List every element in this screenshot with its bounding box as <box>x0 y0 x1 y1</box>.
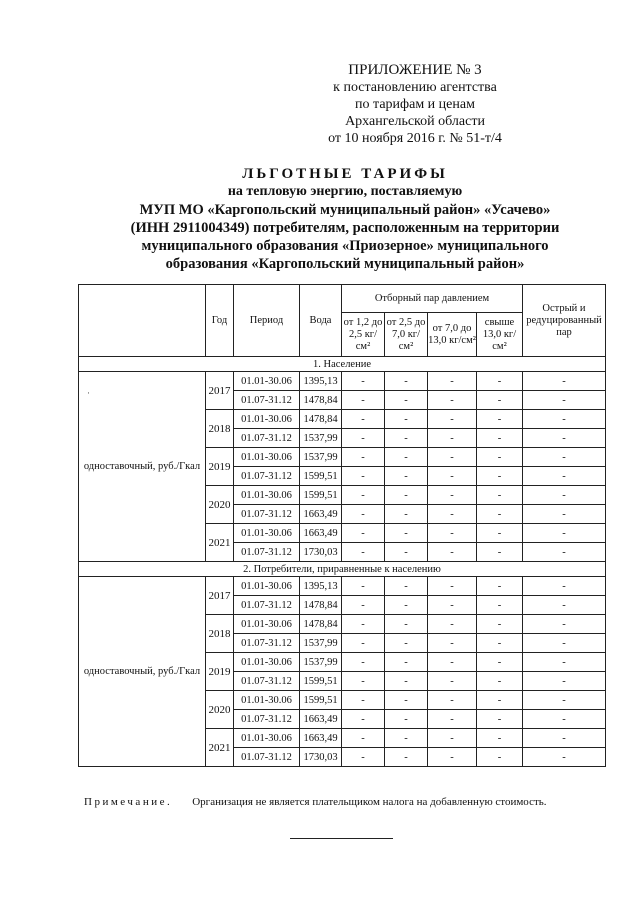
empty-tariff-cell: - <box>477 748 523 767</box>
period-cell: 01.01-30.06 <box>234 577 300 596</box>
empty-tariff-cell: - <box>428 410 477 429</box>
empty-tariff-cell: - <box>342 448 385 467</box>
empty-tariff-cell: - <box>477 429 523 448</box>
empty-tariff-cell: - <box>523 710 606 729</box>
empty-tariff-cell: - <box>523 691 606 710</box>
footnote-label: Примечание. <box>84 796 173 808</box>
empty-tariff-cell: - <box>342 524 385 543</box>
tariff-table <box>78 284 606 767</box>
water-tariff-cell: 1599,51 <box>300 672 342 691</box>
water-tariff-cell: 1395,13 <box>300 577 342 596</box>
footnote <box>84 796 547 808</box>
empty-tariff-cell: - <box>428 596 477 615</box>
empty-tariff-cell: - <box>428 615 477 634</box>
empty-tariff-cell: - <box>342 634 385 653</box>
empty-tariff-cell: - <box>523 748 606 767</box>
header-pressure-3: от 7,0 до 13,0 кг/см² <box>428 313 477 357</box>
empty-tariff-cell: - <box>428 543 477 562</box>
empty-tariff-cell: - <box>477 486 523 505</box>
empty-tariff-cell: - <box>385 467 428 486</box>
empty-tariff-cell: - <box>385 748 428 767</box>
year-cell: 2018 <box>206 615 234 653</box>
period-cell: 01.07-31.12 <box>234 710 300 729</box>
empty-tariff-cell: - <box>385 615 428 634</box>
title-heading: ЛЬГОТНЫЕ ТАРИФЫ <box>242 166 448 182</box>
appendix-line: по тарифам и ценам <box>355 97 475 112</box>
title-line: муниципального образования «Приозерное» муниципального <box>141 238 549 254</box>
header-pressure-2: от 2,5 до 7,0 кг/см² <box>385 313 428 357</box>
table-row <box>79 372 606 391</box>
year-cell: 2017 <box>206 372 234 410</box>
appendix-line: от 10 ноября 2016 г. № 51-т/4 <box>328 131 502 146</box>
empty-tariff-cell: - <box>385 543 428 562</box>
consumer-type: одноставочный, руб./Гкал <box>79 372 206 562</box>
empty-tariff-cell: - <box>342 748 385 767</box>
year-cell: 2018 <box>206 410 234 448</box>
empty-tariff-cell: - <box>385 410 428 429</box>
empty-tariff-cell: - <box>385 391 428 410</box>
appendix-header <box>300 62 530 147</box>
water-tariff-cell: 1599,51 <box>300 691 342 710</box>
empty-tariff-cell: - <box>342 596 385 615</box>
period-cell: 01.07-31.12 <box>234 596 300 615</box>
appendix-line: Архангельской области <box>345 114 485 129</box>
empty-tariff-cell: - <box>428 729 477 748</box>
empty-tariff-cell: - <box>385 634 428 653</box>
empty-tariff-cell: - <box>385 448 428 467</box>
year-cell: 2021 <box>206 524 234 562</box>
empty-tariff-cell: - <box>385 577 428 596</box>
empty-tariff-cell: - <box>477 524 523 543</box>
empty-tariff-cell: - <box>477 653 523 672</box>
section-title: 1. Население <box>79 357 606 372</box>
empty-tariff-cell: - <box>428 448 477 467</box>
empty-tariff-cell: - <box>477 729 523 748</box>
empty-tariff-cell: - <box>523 448 606 467</box>
empty-tariff-cell: - <box>385 653 428 672</box>
empty-tariff-cell: - <box>342 391 385 410</box>
empty-tariff-cell: - <box>385 524 428 543</box>
period-cell: 01.07-31.12 <box>234 429 300 448</box>
empty-tariff-cell: - <box>385 486 428 505</box>
period-cell: 01.07-31.12 <box>234 467 300 486</box>
empty-tariff-cell: - <box>523 372 606 391</box>
empty-tariff-cell: - <box>477 543 523 562</box>
table-row <box>79 577 606 596</box>
empty-tariff-cell: - <box>428 653 477 672</box>
period-cell: 01.01-30.06 <box>234 729 300 748</box>
empty-tariff-cell: - <box>523 615 606 634</box>
empty-tariff-cell: - <box>477 391 523 410</box>
document-title <box>60 165 630 273</box>
header-steam: Отборный пар давлением <box>342 285 523 313</box>
empty-tariff-cell: - <box>342 653 385 672</box>
empty-tariff-cell: - <box>477 615 523 634</box>
empty-tariff-cell: - <box>523 729 606 748</box>
empty-tariff-cell: - <box>428 429 477 448</box>
scan-mark: · <box>87 388 90 398</box>
empty-tariff-cell: - <box>523 596 606 615</box>
empty-tariff-cell: - <box>428 710 477 729</box>
water-tariff-cell: 1663,49 <box>300 729 342 748</box>
water-tariff-cell: 1537,99 <box>300 634 342 653</box>
empty-tariff-cell: - <box>477 410 523 429</box>
empty-tariff-cell: - <box>342 672 385 691</box>
water-tariff-cell: 1537,99 <box>300 448 342 467</box>
empty-tariff-cell: - <box>523 429 606 448</box>
empty-tariff-cell: - <box>385 372 428 391</box>
empty-tariff-cell: - <box>523 653 606 672</box>
year-cell: 2020 <box>206 691 234 729</box>
year-cell: 2021 <box>206 729 234 767</box>
period-cell: 01.07-31.12 <box>234 748 300 767</box>
period-cell: 01.01-30.06 <box>234 372 300 391</box>
empty-tariff-cell: - <box>385 710 428 729</box>
header-water: Вода <box>300 285 342 357</box>
empty-tariff-cell: - <box>477 596 523 615</box>
header-period: Период <box>234 285 300 357</box>
empty-tariff-cell: - <box>428 577 477 596</box>
empty-tariff-cell: - <box>477 672 523 691</box>
empty-tariff-cell: - <box>428 672 477 691</box>
section-row <box>79 357 606 372</box>
water-tariff-cell: 1537,99 <box>300 429 342 448</box>
empty-tariff-cell: - <box>342 505 385 524</box>
title-line: МУП МО «Каргопольский муниципальный район» «Усачево» <box>139 202 551 218</box>
title-line: (ИНН 2911004349) потребителям, расположенным на территории <box>130 220 560 236</box>
water-tariff-cell: 1395,13 <box>300 372 342 391</box>
empty-tariff-cell: - <box>342 372 385 391</box>
empty-tariff-cell: - <box>385 672 428 691</box>
empty-tariff-cell: - <box>477 372 523 391</box>
period-cell: 01.01-30.06 <box>234 524 300 543</box>
empty-tariff-cell: - <box>342 429 385 448</box>
empty-tariff-cell: - <box>342 410 385 429</box>
title-line: на тепловую энергию, поставляемую <box>227 184 463 199</box>
empty-tariff-cell: - <box>428 691 477 710</box>
appendix-line: к постановлению агентства <box>333 80 497 95</box>
empty-tariff-cell: - <box>477 634 523 653</box>
water-tariff-cell: 1599,51 <box>300 467 342 486</box>
water-tariff-cell: 1478,84 <box>300 391 342 410</box>
empty-tariff-cell: - <box>342 729 385 748</box>
empty-tariff-cell: - <box>428 372 477 391</box>
year-cell: 2017 <box>206 577 234 615</box>
empty-tariff-cell: - <box>342 577 385 596</box>
empty-tariff-cell: - <box>428 634 477 653</box>
empty-tariff-cell: - <box>477 577 523 596</box>
water-tariff-cell: 1537,99 <box>300 653 342 672</box>
empty-tariff-cell: - <box>477 710 523 729</box>
empty-tariff-cell: - <box>342 615 385 634</box>
empty-tariff-cell: - <box>523 672 606 691</box>
empty-tariff-cell: - <box>342 691 385 710</box>
year-cell: 2020 <box>206 486 234 524</box>
water-tariff-cell: 1730,03 <box>300 543 342 562</box>
empty-tariff-cell: - <box>428 748 477 767</box>
empty-tariff-cell: - <box>428 486 477 505</box>
title-line: образования «Каргопольский муниципальный район» <box>165 256 525 272</box>
empty-tariff-cell: - <box>523 410 606 429</box>
empty-tariff-cell: - <box>385 505 428 524</box>
empty-tariff-cell: - <box>385 429 428 448</box>
empty-tariff-cell: - <box>523 486 606 505</box>
period-cell: 01.07-31.12 <box>234 505 300 524</box>
empty-tariff-cell: - <box>428 467 477 486</box>
empty-tariff-cell: - <box>385 691 428 710</box>
year-cell: 2019 <box>206 653 234 691</box>
footnote-text: Организация не является плательщиком налога на добавленную стоимость. <box>192 796 547 808</box>
tariff-table-body <box>79 357 606 767</box>
empty-tariff-cell: - <box>523 467 606 486</box>
header-year: Год <box>206 285 234 357</box>
water-tariff-cell: 1663,49 <box>300 505 342 524</box>
signature-line <box>290 838 393 839</box>
period-cell: 01.01-30.06 <box>234 448 300 467</box>
empty-tariff-cell: - <box>342 486 385 505</box>
empty-tariff-cell: - <box>523 524 606 543</box>
empty-tariff-cell: - <box>523 505 606 524</box>
empty-tariff-cell: - <box>523 543 606 562</box>
header-sharp-steam: Острый и редуцированный пар <box>523 285 606 357</box>
section-row <box>79 562 606 577</box>
period-cell: 01.01-30.06 <box>234 615 300 634</box>
period-cell: 01.01-30.06 <box>234 691 300 710</box>
period-cell: 01.07-31.12 <box>234 634 300 653</box>
empty-tariff-cell: - <box>428 505 477 524</box>
empty-tariff-cell: - <box>385 596 428 615</box>
header-pressure-4: свыше 13,0 кг/см² <box>477 313 523 357</box>
period-cell: 01.01-30.06 <box>234 410 300 429</box>
water-tariff-cell: 1478,84 <box>300 596 342 615</box>
water-tariff-cell: 1599,51 <box>300 486 342 505</box>
empty-tariff-cell: - <box>477 505 523 524</box>
water-tariff-cell: 1663,49 <box>300 710 342 729</box>
water-tariff-cell: 1663,49 <box>300 524 342 543</box>
period-cell: 01.01-30.06 <box>234 653 300 672</box>
water-tariff-cell: 1478,84 <box>300 615 342 634</box>
empty-tariff-cell: - <box>477 691 523 710</box>
header-blank <box>79 285 206 357</box>
consumer-type: одноставочный, руб./Гкал <box>79 577 206 767</box>
header-pressure-1: от 1,2 до 2,5 кг/см² <box>342 313 385 357</box>
period-cell: 01.07-31.12 <box>234 543 300 562</box>
empty-tariff-cell: - <box>385 729 428 748</box>
empty-tariff-cell: - <box>428 391 477 410</box>
empty-tariff-cell: - <box>523 634 606 653</box>
appendix-title: ПРИЛОЖЕНИЕ № 3 <box>348 62 482 78</box>
period-cell: 01.07-31.12 <box>234 391 300 410</box>
period-cell: 01.07-31.12 <box>234 672 300 691</box>
empty-tariff-cell: - <box>342 467 385 486</box>
empty-tariff-cell: - <box>477 467 523 486</box>
empty-tariff-cell: - <box>523 391 606 410</box>
water-tariff-cell: 1730,03 <box>300 748 342 767</box>
period-cell: 01.01-30.06 <box>234 486 300 505</box>
empty-tariff-cell: - <box>428 524 477 543</box>
year-cell: 2019 <box>206 448 234 486</box>
water-tariff-cell: 1478,84 <box>300 410 342 429</box>
empty-tariff-cell: - <box>477 448 523 467</box>
empty-tariff-cell: - <box>342 710 385 729</box>
empty-tariff-cell: - <box>523 577 606 596</box>
empty-tariff-cell: - <box>342 543 385 562</box>
section-title: 2. Потребители, приравненные к населению <box>79 562 606 577</box>
